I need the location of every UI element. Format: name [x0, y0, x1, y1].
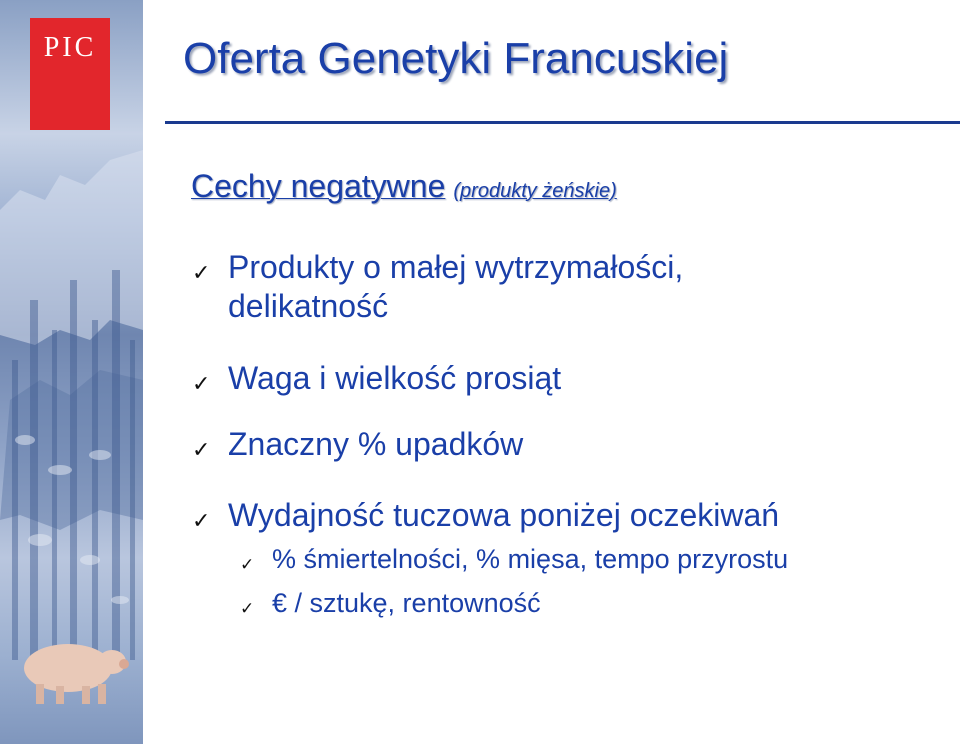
sub-bullet-text: % śmiertelności, % mięsa, tempo przyrostu: [272, 544, 789, 574]
check-icon: ✓: [192, 438, 211, 463]
sub-bullet-text: € / sztukę, rentowność: [272, 588, 541, 618]
slide-title: Oferta Genetyki Francuskiej: [183, 34, 729, 83]
section-heading-main: Cechy negatywne: [191, 168, 446, 204]
pic-logo: [30, 18, 110, 130]
check-icon: ✓: [192, 261, 211, 286]
bullet-text: Wydajność tuczowa poniżej oczekiwań: [228, 497, 780, 533]
check-icon: ✓: [192, 509, 211, 534]
section-heading: [191, 168, 617, 205]
bullet-text: [228, 248, 683, 326]
section-heading-note: (produkty żeńskie): [453, 180, 617, 202]
check-icon: ✓: [240, 555, 255, 575]
pig-silhouette-icon: [24, 644, 129, 704]
bullet-text: Znaczny % upadków: [228, 426, 524, 462]
bullet-text-line: Produkty o małej wytrzymałości,: [228, 249, 684, 285]
check-icon: ✓: [192, 372, 211, 397]
bullet-text-line: delikatność: [228, 288, 389, 324]
bullet-text: Waga i wielkość prosiąt: [228, 360, 562, 396]
pic-logo-text: PIC: [43, 32, 97, 63]
title-divider: [165, 121, 960, 124]
check-icon: ✓: [240, 599, 255, 619]
decorative-sidebar: [0, 0, 143, 744]
